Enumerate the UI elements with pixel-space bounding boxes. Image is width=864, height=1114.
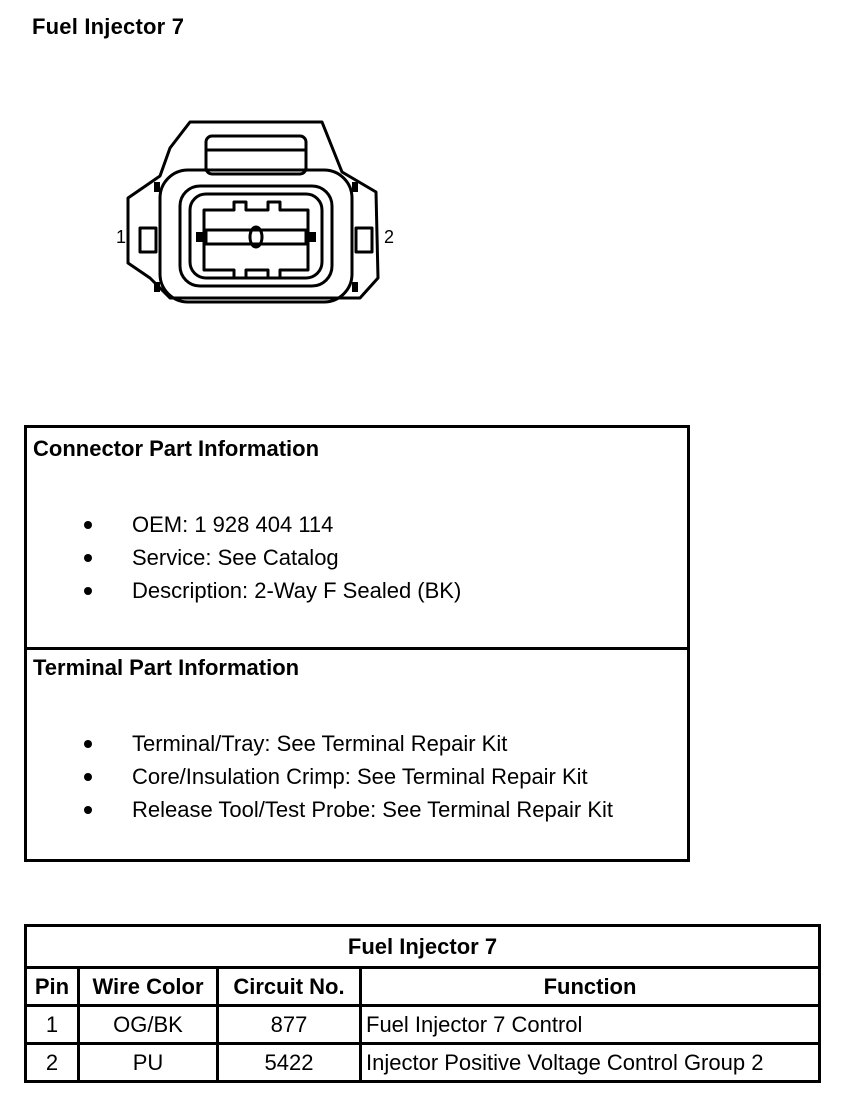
- cell-function: Fuel Injector 7 Control: [361, 1006, 820, 1044]
- connector-part-heading: Connector Part Information: [33, 436, 320, 461]
- list-item-text: Terminal/Tray: See Terminal Repair Kit: [132, 731, 508, 756]
- bullet-icon: [84, 806, 92, 814]
- list-item: [82, 574, 461, 607]
- connector-drawing: [110, 118, 410, 318]
- page-title: Fuel Injector 7: [32, 14, 185, 39]
- pin-1-label: 1: [116, 227, 127, 247]
- list-item-text: Core/Insulation Crimp: See Terminal Repair Kit: [132, 764, 588, 789]
- list-item: [82, 760, 613, 793]
- bullet-icon: [84, 773, 92, 781]
- column-header-pin: Pin: [26, 968, 79, 1006]
- bullet-icon: [84, 521, 92, 529]
- table-row: [26, 1044, 820, 1082]
- column-header-function: Function: [361, 968, 820, 1006]
- pin-table: [24, 924, 821, 1083]
- list-item-text: Description: 2-Way F Sealed (BK): [132, 578, 462, 603]
- list-item: [82, 541, 461, 574]
- list-item: [82, 793, 613, 826]
- connector-part-info: [27, 428, 687, 650]
- column-header-wire-color: Wire Color: [79, 968, 218, 1006]
- list-item-text: OEM: 1 928 404 114: [132, 512, 334, 537]
- cell-wire-color: PU: [79, 1044, 218, 1082]
- bullet-icon: [84, 554, 92, 562]
- table-title: Fuel Injector 7: [26, 926, 820, 968]
- table-title-row: [26, 926, 820, 968]
- cell-circuit: 877: [218, 1006, 361, 1044]
- cell-circuit: 5422: [218, 1044, 361, 1082]
- list-item: [82, 508, 461, 541]
- terminal-part-info: [27, 647, 687, 859]
- connector-diagram: [110, 118, 410, 318]
- list-item-text: Service: See Catalog: [132, 545, 339, 570]
- cell-pin: 2: [26, 1044, 79, 1082]
- cell-pin: 1: [26, 1006, 79, 1044]
- list-item-text: Release Tool/Test Probe: See Terminal Repair Kit: [132, 797, 613, 822]
- bullet-icon: [84, 740, 92, 748]
- cell-function: Injector Positive Voltage Control Group 2: [361, 1044, 820, 1082]
- connector-part-list: [82, 508, 461, 607]
- terminal-part-heading: Terminal Part Information: [33, 655, 300, 680]
- part-info-box: [24, 425, 690, 862]
- table-header-row: [26, 968, 820, 1006]
- bullet-icon: [84, 587, 92, 595]
- column-header-circuit: Circuit No.: [218, 968, 361, 1006]
- terminal-part-list: [82, 727, 613, 826]
- list-item: [82, 727, 613, 760]
- table-row: [26, 1006, 820, 1044]
- pin-2-label: 2: [384, 227, 395, 247]
- cell-wire-color: OG/BK: [79, 1006, 218, 1044]
